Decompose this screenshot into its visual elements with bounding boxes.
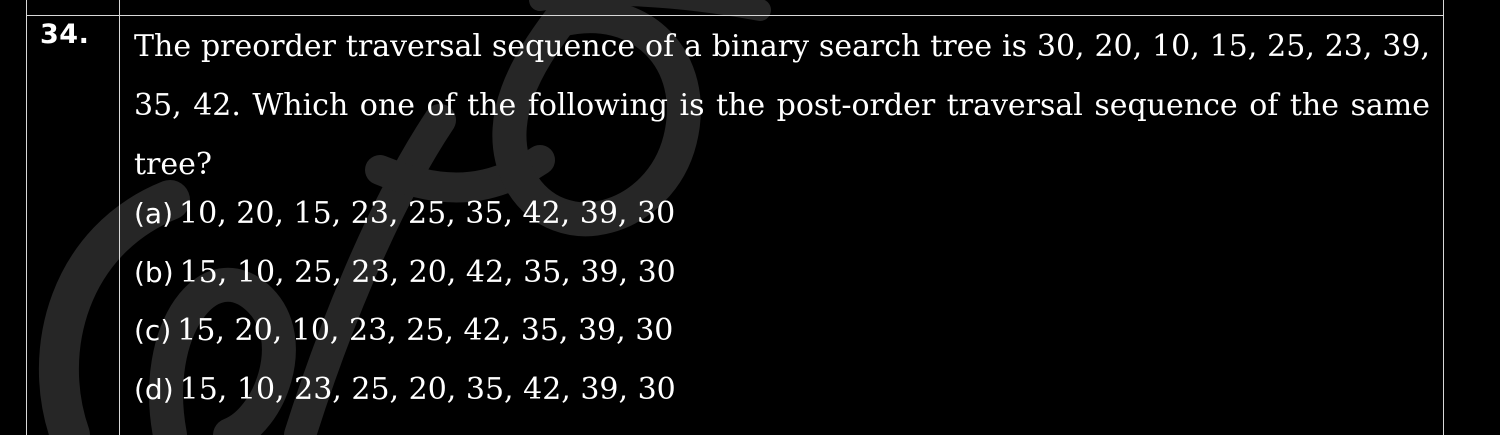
question-number: 34. — [40, 19, 90, 50]
option-a-letter: (a) — [134, 197, 174, 230]
table-top-rule — [26, 15, 1444, 16]
table-left-border — [26, 0, 27, 435]
table-column-divider — [119, 0, 120, 435]
option-b-text: 15, 10, 25, 23, 20, 42, 35, 39, 30 — [179, 254, 676, 290]
option-b-letter: (b) — [134, 255, 174, 289]
option-a[interactable] — [134, 193, 676, 252]
option-c-letter: (c) — [134, 314, 172, 347]
option-c-text: 15, 20, 10, 23, 25, 42, 35, 39, 30 — [177, 313, 674, 348]
question-text: The preorder traversal sequence of a binary search tree is 30, 20, 10, 15, 25, 23, 39, 35, 42. Which one of the following is the post-order traversal sequence of the same tree? — [134, 29, 1430, 182]
option-d[interactable] — [134, 369, 676, 428]
option-b[interactable] — [134, 252, 676, 311]
table-right-border — [1443, 0, 1444, 435]
option-d-letter: (d) — [134, 372, 174, 406]
option-d-text: 15, 10, 23, 25, 20, 35, 42, 39, 30 — [179, 371, 676, 407]
option-a-text: 10, 20, 15, 23, 25, 35, 42, 39, 30 — [179, 196, 676, 231]
options-list — [134, 193, 676, 427]
option-c[interactable] — [134, 310, 676, 369]
